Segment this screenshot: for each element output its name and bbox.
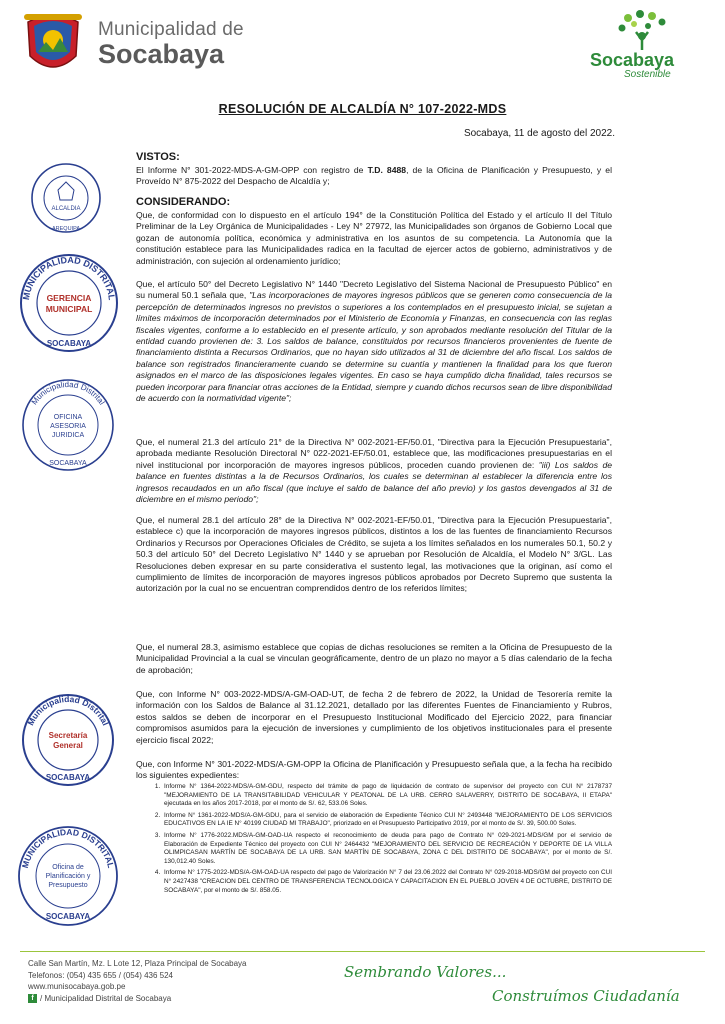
paragraph-1: Que, de conformidad con lo dispuesto en el artículo 194° de la Constitución Política del Estado y el artículo II del Título Preliminar de la Ley Orgánica de Municipalidades - Ley N° 27972, las Municipalidades son órganos de Gobierno Local que gozan de autonomía política, económica y administrativa en los asuntos de su competencia. La Autonomía que la constitución establece para las Municipalidades radica en la facultad de ejercer actos de gobierno, administrativos y de administración, con sujeción al ordenamiento jurídico; xyxy=(136,210,612,266)
list-item: 1. Informe N° 1364-2022-MDS/A-GM-GDU, respecto del trámite de pago de liquidación de contrato de supervisor del proyecto con CUI N° 2178737 "MEJORAMIENTO DE LA TRANSITABILIDAD VEHICULAR Y PEATONAL DE LA URB. CERRO SALAVERRY, DISTRITO DE SOCABAYA, II ETAPA" ejecutada en los años 2017-2018, por el monto de S/. 62, 533.06 Soles. xyxy=(162,783,612,809)
stamp-text: AREQUIPA xyxy=(51,226,81,232)
municipality-line1: Municipalidad de xyxy=(98,19,244,40)
stamp-text: SOCABAYA xyxy=(46,339,92,348)
list-item: 2. Informe N° 1361-2022-MDS/A-GM-GDU, para el servicio de elaboración de Expediente Técnico CUI N° 2493448 "MEJORAMIENTO DE LOS SERVICIOS EDUCATIVOS EN LA IE N° 40199 CIUDAD MI TRABAJO", priorizado en el Presupuesto Participativo 2019, por el monto de S/. 39, 500.00 Soles. xyxy=(162,812,612,829)
paragraph-4: Que, el numeral 28.1 del artículo 28° de la Directiva N° 002-2021-EF/50.01, "Directiva para la Ejecución Presupuestaria", establece c) que la incorporación de mayores ingresos públicos, distintos a los de las fuentes de financiamiento Recursos Ordinarios y Recursos por Operaciones Oficiales de Crédito, se sujeta a los límites señalados en los numerales 50.1, 50.2 y 50.3 del artículo 50° del Decreto Legislativo N° 1440 y se aprueban por Resolución de Alcaldía, el Modelo N° 3/GL. Las Resoluciones deben expresar en su parte considerativa el sustento legal, las motivaciones que la originan, así como el cumplimiento de límites de incorporación de mayores ingresos públicos aprobados por Decreto Supremo que sustenta la autorización por la cual no se encuentran comprendidos dentro de los referidos límites; xyxy=(136,515,612,594)
footer-divider xyxy=(20,951,705,952)
brand-tagline: Sostenible xyxy=(624,69,671,80)
vistos-paragraph xyxy=(136,165,612,188)
stamp-ring-text: Municipalidad Distrital xyxy=(25,693,111,728)
stamp-text: GERENCIA xyxy=(46,293,92,303)
asesoria-juridica-stamp xyxy=(18,375,118,475)
paragraph-2 xyxy=(136,279,612,404)
footer-contact xyxy=(28,958,247,1004)
vistos-heading: VISTOS: xyxy=(136,151,180,163)
footer-facebook-label: / Municipalidad Distrital de Socabaya xyxy=(40,993,172,1003)
stamp-ring-text: MUNICIPALIDAD DISTRITAL xyxy=(21,254,117,301)
paragraph-3 xyxy=(136,437,612,505)
stamp-text: SOCABAYA xyxy=(45,773,91,782)
resolution-date: Socabaya, 11 de agosto del 2022. xyxy=(463,128,615,139)
paragraph-2-intro: Que, el artículo 50° del Decreto Legislativo N° 1440 "Decreto Legislativo del Sistema Nacional de Presupuesto Público" en su numeral 50.1 señala que, xyxy=(136,279,612,301)
footer-facebook[interactable] xyxy=(28,993,247,1005)
secretaria-general-stamp xyxy=(18,690,118,790)
paragraph-7: Que, con Informe N° 301-2022-MDS/A-GM-OPP la Oficina de Planificación y Presupuesto señala que, a la fecha ha recibido los siguientes expedientes: xyxy=(136,759,612,781)
stamp-text: MUNICIPAL xyxy=(45,304,93,314)
stamp-text: SOCABAYA xyxy=(49,460,87,467)
paragraph-6: Que, con Informe N° 003-2022-MDS/A-GM-OAD-UT, de fecha 2 de febrero de 2022, la Unidad de Tesorería remite la información con los Saldos de Balance al 31.12.2021, detallado por las diferentes Fuentes de Financiamiento y Rubros, estos saldos se deben de incorporar en el Presupuesto Institucional Modificado del Ejercicio 2022, para financiar compromisos asumidos para la ejecución de inversiones y cumplimiento de los objetivos institucionales para el presente ejercicio fiscal 2022; xyxy=(136,689,612,745)
stamp-text: Presupuesto xyxy=(48,882,88,889)
svg-text:Municipalidad Distrital xyxy=(30,380,107,407)
paragraph-3-quote: "iii) Los saldos de balance en fuentes distintas a la de Recursos Ordinarios, los cuales se determinan al establecer la diferencia entre los ingresos recaudados en un año fiscal (que incluye el saldo de balance del año previo) y los gastos devengados al 31 de diciembre en el mismo periodo"; xyxy=(136,459,613,505)
letterhead xyxy=(0,4,725,84)
alcaldia-stamp xyxy=(28,160,104,236)
paragraph-3-intro: Que, el numeral 21.3 del artículo 21° de la Directiva N° 002-2021-EF/50.01, "Directiva para la Ejecución Presupuestaria", aprobada mediante Resolución Directoral N° 022-2021-EF/50.01, establece que, las modificaciones presupuestarias en el nivel institucional por incorporación de mayores ingresos públicos, proceden cuando provienen de: xyxy=(136,437,612,470)
slogan-line1: Sembrando Valores... xyxy=(344,963,507,981)
stamp-text: OFICINA xyxy=(53,414,83,421)
facebook-icon: f xyxy=(28,994,37,1003)
socabaya-sostenible-logo xyxy=(588,8,708,78)
paragraph-2-quote: "Las incorporaciones de mayores ingresos públicos que se generen como consecuencia de la percepción de determinados ingresos no previstos o superiores a los contemplados en el presupuesto inicial, se sujetan a límites máximos de incorporación determinados por el Ministerio de Economía y Finanzas, en consecuencia con las reglas fiscales vigentes, conforme a lo establecido en el presente artículo, y son aprobados mediante resolución del Titular de la entidad cuando provienen de: 3. Los saldos de balance, constituidos por recursos financieros provenientes de fuente de financiamiento distinta a Recursos Ordinarios, que no hayan sido utilizados al 31 de diciembre del año fiscal. Los saldos de balance son registrados financieramente cuando se determine su cuantía y mantienen la finalidad para los que fueron asignados en el marco de las disposiciones legales vigentes. En caso se haya cumplido dicha finalidad, tales recursos se pueden incorporar para financiar otras acciones de la Entidad, siempre y cuando dichos recursos sean de libre disponibilidad de acuerdo con la normatividad vigente"; xyxy=(136,290,612,404)
stamp-ring-text: MUNICIPALIDAD DISTRITAL xyxy=(19,826,117,870)
stamp-text: Oficina de xyxy=(52,864,84,871)
vistos-text-b: , de la Oficina de Planificación y Presupuesto, y el Proveído N° 875-2022 del Despacho de Alcaldía y; xyxy=(136,165,612,187)
stamp-text: General xyxy=(53,741,83,750)
stamp-text: ASESORIA xyxy=(50,423,86,430)
planificacion-presupuesto-stamp xyxy=(14,822,122,930)
vistos-td-number: T.D. 8488 xyxy=(367,165,407,175)
footer-address: Calle San Martín, Mz. L Lote 12, Plaza Principal de Socabaya xyxy=(28,959,247,968)
stamp-text: Planificación y xyxy=(45,873,91,880)
paragraph-5: Que, el numeral 28.3, asimismo establece que copias de dichas resoluciones se remiten a la Oficina de Presupuesto de la Municipalidad Provincial a la cual se vinculan geográficamente, dentro de un plazo no mayor a 5 días calendario de la fecha de aprobación; xyxy=(136,642,612,675)
svg-text:MUNICIPALIDAD DISTRITAL xyxy=(20,827,116,869)
vistos-text-a: El Informe N° 301-2022-MDS-A-GM-OPP con registro de xyxy=(136,165,368,175)
slogan-line2: Construímos Ciudadanía xyxy=(492,987,680,1005)
brand-name: Socabaya xyxy=(590,50,675,70)
footer-website-link[interactable]: www.munisocabaya.gob.pe xyxy=(28,982,126,991)
stamp-ring-text: Municipalidad Distrital xyxy=(29,379,107,407)
stamp-text: Secretaría xyxy=(48,731,88,740)
tree-person-icon xyxy=(588,8,708,52)
stamp-text: ALCALDIA xyxy=(51,206,81,212)
list-item: 3. Informe N° 1776-2022.MDS/A-GM-OAD-UA respecto el reconocimiento de deuda para pago de Contrato N° 029-2021-MDS/GM por el servicio de Elaboración de Expediente Técnico del proyecto con CUI N° 2464432 "MEJORAMIENTO DEL SERVICIO DE RECREACIÓN Y DEPORTE DE LA VILLA OLIMPICASAN MARTÍN DE SOCABAYA DE LA URB. SAN MARTÍN DE SOCABAYA, ZONA C DEL DISTRITO DE SOCABAYA", por el monto de S/. 130,012.40 Soles. xyxy=(162,832,612,866)
municipal-crest-icon xyxy=(20,8,86,78)
stamp-text: JURIDICA xyxy=(51,432,85,439)
expedientes-list xyxy=(136,783,612,898)
gerencia-municipal-stamp xyxy=(16,250,122,356)
stamp-text: SOCABAYA xyxy=(45,912,91,921)
list-item: 4. Informe N° 1775-2022-MDS/A-GM-OAD-UA respecto del pago de Valorización N° 7 del 23.06.2022 del Contrato N° 029-2018-MDS/GM del proyecto con CUI N° 2427438 "CREACION DEL CENTRO DE TRANSFERENCIA TECNOLOGICA Y CAPACITACION EN EL PUEBLO JOVEN 4 DE OCTUBRE, DISTRITO DE SOCABAYA", por el monto de S/. 858.05. xyxy=(162,869,612,895)
resolution-title: RESOLUCIÓN DE ALCALDÍA N° 107-2022-MDS xyxy=(218,102,507,116)
footer-phones: Telefonos: (054) 435 655 / (054) 436 524 xyxy=(28,970,173,980)
considerando-heading: CONSIDERANDO: xyxy=(136,196,231,208)
municipality-name xyxy=(98,20,244,68)
municipality-line2: Socabaya xyxy=(98,39,225,69)
